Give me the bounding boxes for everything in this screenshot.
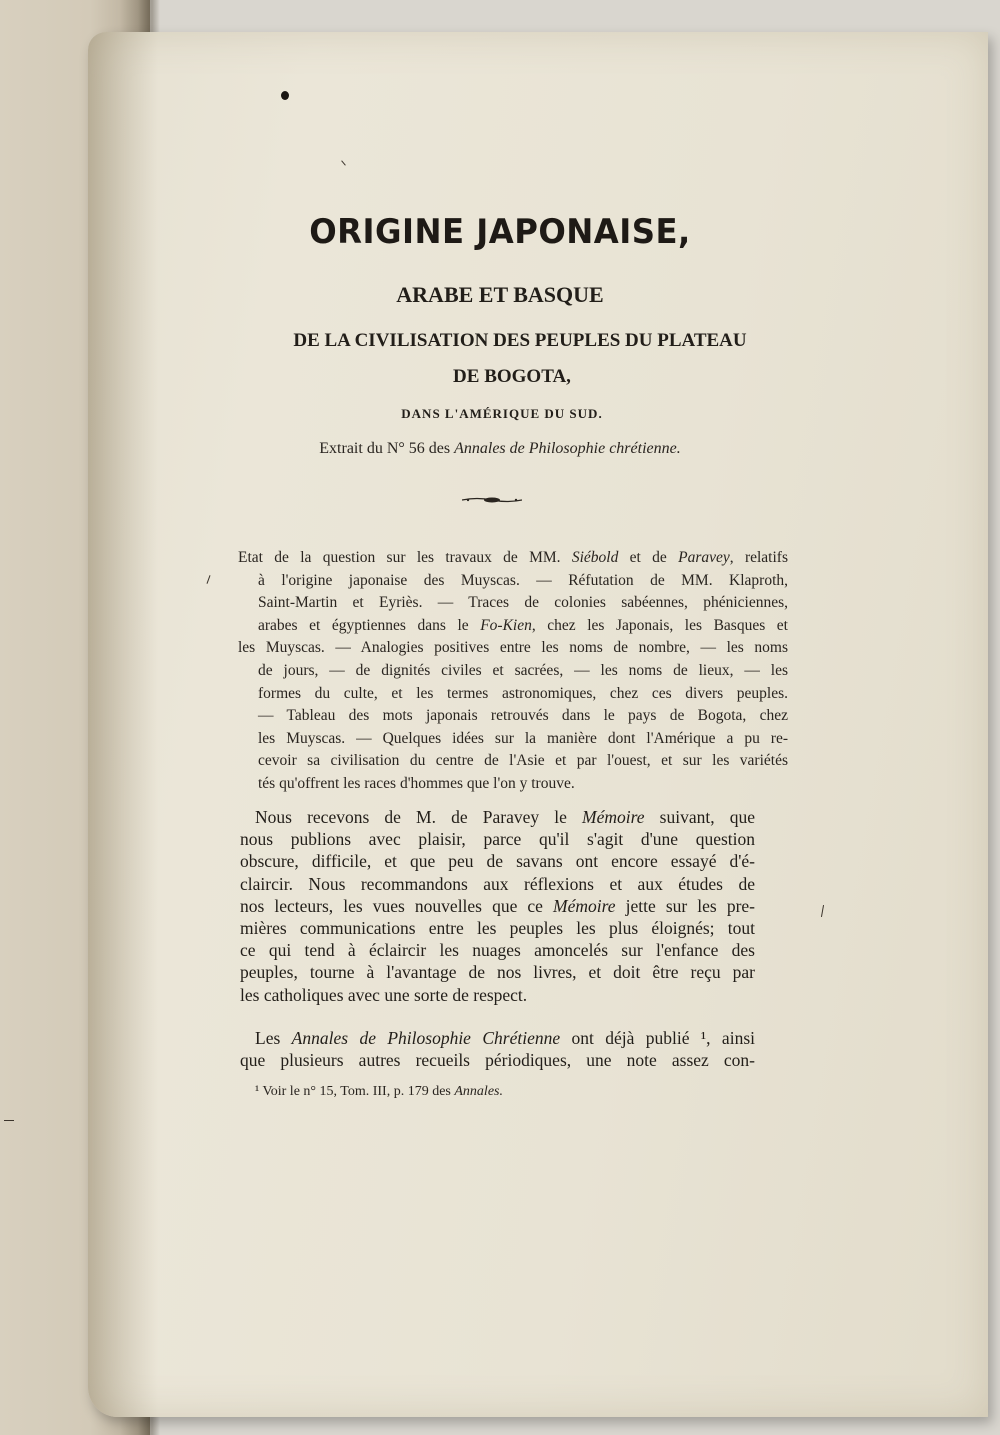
summary-line: Saint-Martin et Eyriès. — Traces de colonies sabéennes, phéniciennes, — [258, 594, 788, 612]
paragraph-line: claircir. Nous recommandons aux réflexions et aux études de — [240, 873, 755, 894]
text-run: , chez les Japonais, les Basques et — [531, 616, 788, 634]
text-run: Siébold — [571, 549, 619, 566]
text-run: et de — [618, 549, 679, 566]
summary-line: — Tableau des mots japonais retrouvés dans le pays de Bogota, chez — [258, 707, 788, 725]
paragraph-line — [240, 1027, 755, 1049]
footnote — [255, 1084, 503, 1100]
ink-spot — [281, 91, 289, 100]
text-run: nos lecteurs, les vues nouvelles que ce — [240, 895, 554, 916]
paragraph-line: les catholiques avec une sorte de respect. — [240, 984, 528, 1005]
page-title: ORIGINE JAPONAISE, — [309, 212, 691, 252]
paragraph-line: ce qui tend à éclaircir les nuages amoncelés sur l'enfance des — [240, 940, 755, 961]
paper-mark — [4, 1120, 14, 1121]
summary-line: à l'origine japonaise des Muyscas. — Réfutation de MM. Klaproth, — [258, 571, 788, 589]
paragraph-1 — [240, 806, 755, 1006]
text-run: Etat de la question sur les travaux de MM. — [238, 549, 572, 566]
text-run: Fo-Kien — [480, 616, 532, 634]
paragraph-line — [240, 895, 755, 917]
extract-line — [0, 440, 1000, 458]
summary-line — [238, 547, 788, 570]
text-run: jette sur les pre- — [615, 895, 755, 916]
subtitle-line-2: DE LA CIVILISATION DES PEUPLES DU PLATEAU — [293, 330, 747, 351]
text-run: Annales de Philosophie Chrétienne — [291, 1028, 561, 1048]
summary-line: tés qu'offrent les races d'hommes que l'on y trouve. — [258, 774, 575, 792]
subtitle-line-4: DANS L'AMÉRIQUE DU SUD. — [401, 406, 603, 421]
summary-line: les Muyscas. — Analogies positives entre les noms de nombre, — les noms — [238, 639, 788, 657]
summary-block — [238, 547, 788, 796]
text-run: ont déjà publié ¹, ainsi — [560, 1028, 755, 1048]
text-run: , relatifs — [729, 549, 788, 566]
summary-line: formes du culte, et les termes astronomiques, chez ces divers peuples. — [258, 684, 788, 702]
text-run: arabes et égyptiennes dans le — [258, 616, 481, 634]
ornament-divider — [462, 495, 522, 505]
subtitle-line-3: DE BOGOTA, — [453, 366, 571, 387]
paragraph-line: que plusieurs autres recueils périodiques, une note assez con- — [240, 1050, 755, 1071]
paragraph-line: nous publions avec plaisir, parce qu'il s'agit d'une question — [240, 829, 755, 850]
text-run: Les — [255, 1028, 292, 1048]
text-run: suivant, que — [644, 807, 755, 827]
subtitle-line-1: ARABE ET BASQUE — [396, 282, 604, 307]
summary-line: les Muyscas. — Quelques idées sur la manière dont l'Amérique a pu re- — [258, 729, 788, 747]
extract-journal: Annales de Philosophie chrétienne. — [454, 440, 681, 457]
text-run: Mémoire — [553, 895, 616, 916]
footnote-journal: Annales. — [454, 1084, 503, 1099]
text-run: Paravey — [678, 549, 730, 566]
summary-line — [238, 615, 788, 638]
paragraph-line: peuples, tourne à l'avantage de nos livres, et doit être reçu par — [240, 962, 755, 983]
paragraph-line: obscure, difficile, et que peu de savans ont encore essayé d'é- — [240, 851, 755, 872]
text-run: Mémoire — [582, 807, 645, 827]
text-run: Nous recevons de M. de Paravey le — [255, 807, 582, 827]
paragraph-2 — [240, 1027, 755, 1071]
paragraph-line — [240, 806, 755, 828]
footnote-text: ¹ Voir le n° 15, Tom. III, p. 179 des — [255, 1084, 455, 1099]
summary-line: cevoir sa civilisation du centre de l'Asie et par l'ouest, et sur les variétés — [258, 752, 788, 770]
summary-line: de jours, — de dignités civiles et sacrées, — les noms de lieux, — les — [258, 661, 788, 679]
paragraph-line: mières communications entre les peuples les plus éloignés; tout — [240, 918, 755, 939]
extract-prefix: Extrait du N° 56 des — [319, 440, 455, 457]
